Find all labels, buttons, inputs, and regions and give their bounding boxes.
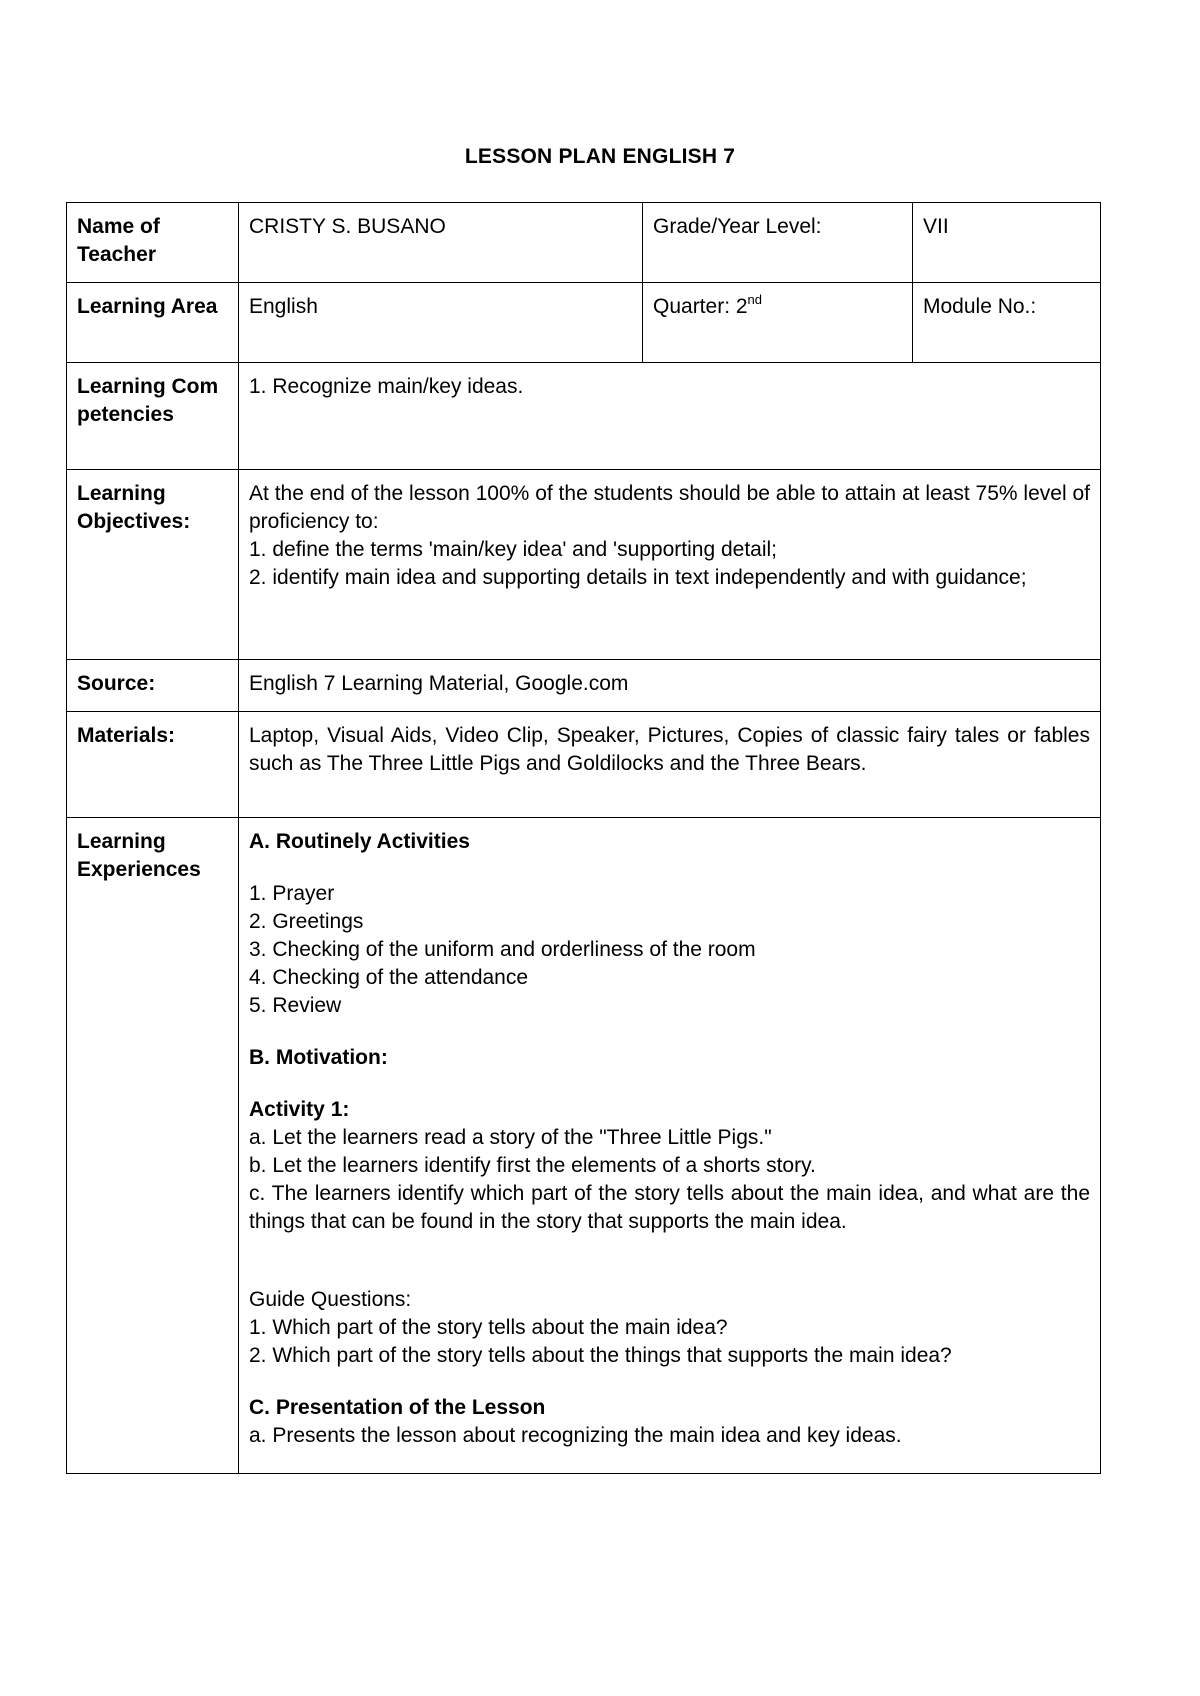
spacer: [249, 856, 1090, 880]
materials-value: Laptop, Visual Aids, Video Clip, Speaker, Pictures, Copies of classic fairy tales or fables such as The Three Little Pigs and Goldilocks and the Three Bears.: [239, 712, 1101, 818]
motivation-heading: B. Motivation:: [249, 1046, 388, 1069]
teacher-value: CRISTY S. BUSANO: [239, 203, 643, 283]
experiences-row: [67, 818, 1101, 1474]
presentation-heading: C. Presentation of the Lesson: [249, 1396, 546, 1419]
activity-item: a. Let the learners read a story of the "Three Little Pigs.": [249, 1126, 772, 1149]
module-label: Module No.:: [913, 283, 1101, 363]
spacer: [249, 1236, 1090, 1286]
spacer: [249, 1072, 1090, 1096]
teacher-label: Name of Teacher: [67, 203, 239, 283]
routine-item: 1. Prayer: [249, 882, 335, 905]
activity-heading: Activity 1:: [249, 1098, 350, 1121]
materials-label: Materials:: [67, 712, 239, 818]
guide-questions-heading: Guide Questions:: [249, 1288, 412, 1311]
experiences-cell: [239, 818, 1101, 1474]
objectives-cell: [239, 470, 1101, 660]
objectives-row: [67, 470, 1101, 660]
objectives-label: Learning Objectives:: [67, 470, 239, 660]
competencies-row: [67, 363, 1101, 470]
competencies-cell: [239, 363, 1101, 470]
routine-item: 5. Review: [249, 994, 342, 1017]
area-label: Learning Area: [67, 283, 239, 363]
routine-heading: A. Routinely Activities: [249, 830, 470, 853]
quarter-cell: [643, 283, 913, 363]
objective-item: 2. identify main idea and supporting details in text independently and with guidance;: [249, 566, 1027, 589]
source-row: [67, 660, 1101, 712]
objective-item: 1. define the terms 'main/key idea' and 'supporting detail;: [249, 538, 778, 561]
guide-question: 2. Which part of the story tells about the things that supports the main idea?: [249, 1344, 952, 1367]
competency-item: 1. Recognize main/key ideas.: [249, 375, 524, 398]
grade-label: Grade/Year Level:: [643, 203, 913, 283]
area-row: [67, 283, 1101, 363]
area-value: English: [239, 283, 643, 363]
routine-item: 3. Checking of the uniform and orderliness of the room: [249, 938, 756, 961]
routine-item: 4. Checking of the attendance: [249, 966, 529, 989]
competencies-label: Learning Competencies: [67, 363, 239, 470]
quarter-label: Quarter: 2: [653, 295, 748, 318]
experiences-label: Learning Experiences: [67, 818, 239, 1474]
source-value: English 7 Learning Material, Google.com: [239, 660, 1101, 712]
materials-row: [67, 712, 1101, 818]
routine-item: 2. Greetings: [249, 910, 364, 933]
spacer: [249, 1370, 1090, 1394]
document-title: LESSON PLAN ENGLISH 7: [464, 145, 736, 168]
activity-item: b. Let the learners identify first the elements of a shorts story.: [249, 1154, 816, 1177]
source-label: Source:: [67, 660, 239, 712]
presentation-item: a. Presents the lesson about recognizing the main idea and key ideas.: [249, 1424, 902, 1447]
spacer: [249, 1020, 1090, 1044]
teacher-row: [67, 203, 1101, 283]
activity-item: c. The learners identify which part of the story tells about the main idea, and what are the things that can be found in the story that supports the main idea.: [249, 1182, 1090, 1233]
grade-value: VII: [913, 203, 1101, 283]
lesson-plan-table: [66, 202, 1101, 1474]
quarter-superscript: nd: [747, 292, 763, 307]
guide-question: 1. Which part of the story tells about the main idea?: [249, 1316, 728, 1339]
objectives-intro: At the end of the lesson 100% of the students should be able to attain at least 75% level of proficiency to:: [249, 482, 1090, 533]
